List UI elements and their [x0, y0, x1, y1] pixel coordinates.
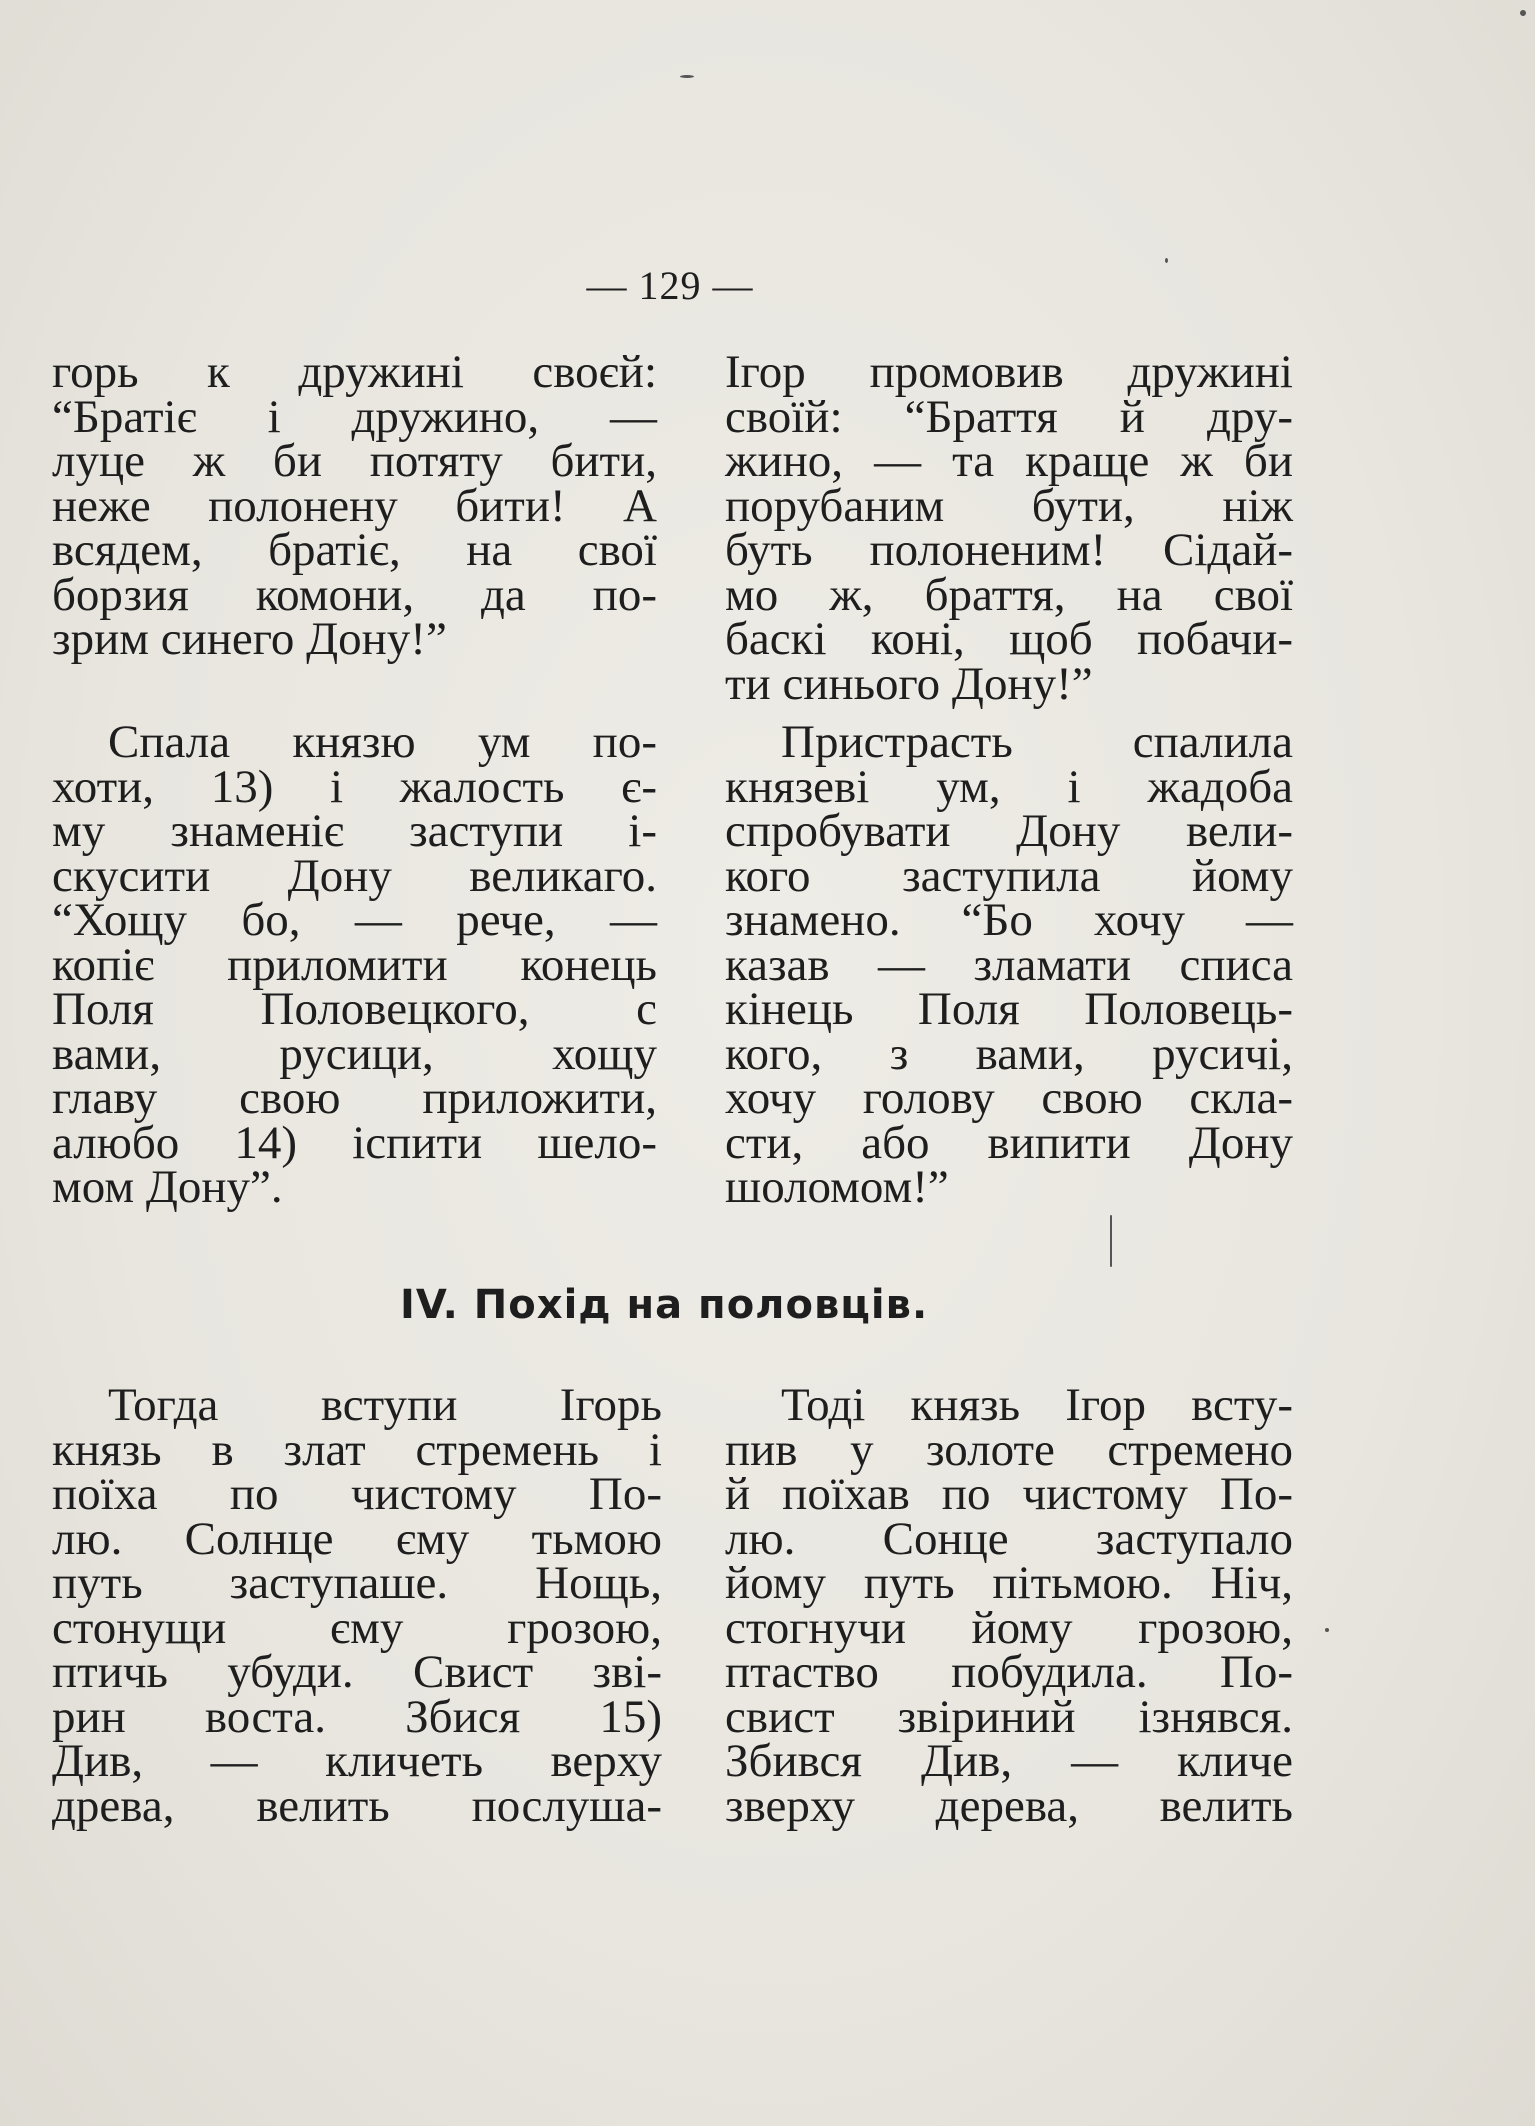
old-text-paragraph-1 — [52, 346, 657, 665]
text-line: знамено. “Бо хочу — — [725, 894, 1293, 946]
text-line: кінець Поля Половець- — [725, 983, 1293, 1035]
text-line: зрим синего Дону!” — [52, 613, 447, 665]
new-text-paragraph-3 — [725, 1379, 1293, 1832]
paper-speck — [1110, 1215, 1112, 1267]
new-text-paragraph-1 — [725, 346, 1293, 710]
text-line: сти, або випити Дону — [725, 1116, 1293, 1169]
text-line: буть полоненим! Сідай- — [725, 524, 1293, 576]
text-line: птаство побудила. По- — [725, 1646, 1293, 1698]
text-line: князеві ум, і жадоба — [725, 760, 1293, 813]
text-line: йому путь пітьмою. Ніч, — [725, 1557, 1293, 1609]
text-line: Поля Половецкого, с — [52, 983, 657, 1035]
text-line: своїй: “Браття й дру- — [725, 390, 1293, 443]
text-line: копіє приломити конець — [52, 938, 657, 991]
text-line: вами, русици, хощу — [52, 1027, 657, 1080]
page-number: — 129 — — [586, 263, 754, 308]
text-line: стонущи єму грозою, — [52, 1601, 662, 1654]
paper-speck — [680, 75, 694, 78]
text-line: му знаменіє заступи і- — [52, 805, 657, 857]
text-line: поїха по чистому По- — [52, 1468, 662, 1520]
text-line: рин воста. Збися 15) — [52, 1690, 662, 1743]
text-line: горь к дружині своєй: — [52, 346, 657, 398]
old-text-paragraph-2 — [52, 716, 657, 1213]
text-line: ти синього Дону!” — [725, 657, 1093, 710]
text-line: порубаним бути, ніж — [725, 479, 1293, 532]
old-text-paragraph-3 — [52, 1379, 662, 1832]
text-line: скусити Дону великаго. — [52, 849, 657, 902]
text-line: кого заступила йому — [725, 849, 1293, 902]
text-line: “Братіє і дружино, — — [52, 390, 657, 443]
text-line: шоломом!” — [725, 1161, 949, 1213]
text-line: главу свою приложити, — [52, 1072, 657, 1124]
text-line: неже полонену бити! А — [52, 479, 657, 532]
text-line: лю. Сонце заступало — [725, 1512, 1293, 1565]
text-line: казав — зламати списа — [725, 938, 1293, 991]
text-line: птичь убуди. Свист зві- — [52, 1646, 662, 1698]
new-text-paragraph-2 — [725, 716, 1293, 1213]
text-line: Див, — кличеть верху — [52, 1735, 662, 1787]
text-line: мом Дону”. — [52, 1161, 283, 1213]
text-line: всядем, братіє, на свої — [52, 524, 657, 576]
text-line: кого, з вами, русичі, — [725, 1027, 1293, 1080]
text-line: лю. Солнце єму тьмою — [52, 1512, 662, 1565]
text-line: мо ж, браття, на свої — [725, 568, 1293, 621]
text-line: “Хощу бо, — рече, — — [52, 894, 657, 946]
text-line: свист звіриний ізнявся. — [725, 1690, 1293, 1743]
paper-speck — [1520, 10, 1526, 16]
text-line: алюбо 14) іспити шело- — [52, 1116, 657, 1169]
text-line: древа, велить послуша- — [52, 1779, 662, 1832]
text-line: путь заступаше. Нощь, — [52, 1557, 662, 1609]
text-line: жино, — та краще ж би — [725, 435, 1293, 487]
paper-speck — [1165, 258, 1168, 263]
text-line: Збився Див, — кличе — [725, 1735, 1293, 1787]
text-line: баскі коні, щоб побачи- — [725, 613, 1293, 665]
text-line: Пристрасть спалила — [781, 716, 1293, 768]
text-line: Тогда вступи Ігорь — [108, 1379, 662, 1431]
text-line: й поїхав по чистому По- — [725, 1468, 1293, 1520]
text-line: хоти, 13) і жалость є- — [52, 760, 657, 813]
text-line: зверху дерева, велить — [725, 1779, 1293, 1832]
text-line: борзия комони, да по- — [52, 568, 657, 621]
text-line: Спала князю ум по- — [108, 716, 657, 768]
text-line: стогнучи йому грозою, — [725, 1601, 1293, 1654]
text-line: Тоді князь Ігор всту- — [781, 1379, 1293, 1431]
text-line: хочу голову свою скла- — [725, 1072, 1293, 1124]
text-line: князь в злат стремень і — [52, 1423, 662, 1476]
text-line: луце ж би потяту бити, — [52, 435, 657, 487]
text-line: Ігор промовив дружині — [725, 346, 1293, 398]
paper-speck — [1325, 1628, 1329, 1632]
text-line: спробувати Дону вели- — [725, 805, 1293, 857]
text-line: пив у золоте стремено — [725, 1423, 1293, 1476]
section-heading: IV. Похід на половців. — [400, 1282, 929, 1328]
